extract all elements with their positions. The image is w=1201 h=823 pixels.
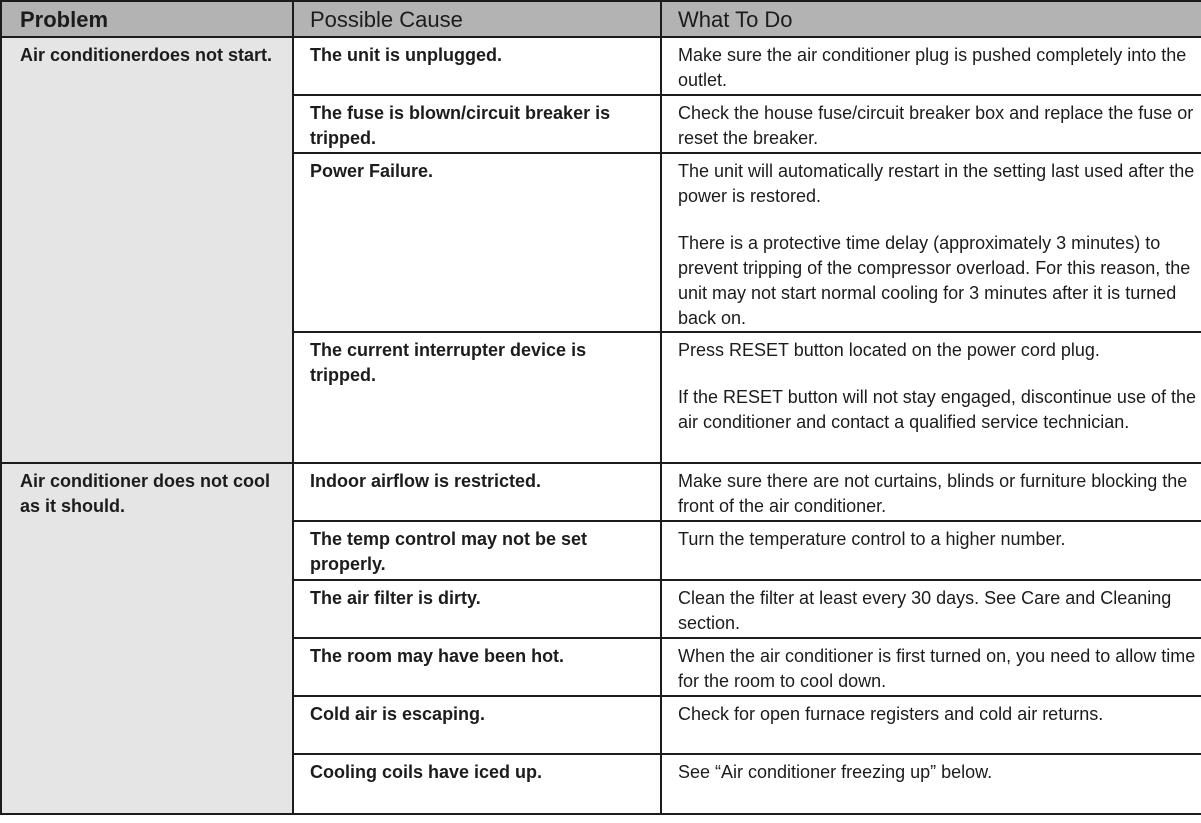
todo-paragraph: When the air conditioner is first turned on, you need to allow time for the room to cool down.	[678, 646, 1196, 691]
todo-cell	[661, 754, 1201, 814]
todo-paragraph: Clean the filter at least every 30 days. See Care and Cleaning section.	[678, 588, 1172, 633]
todo-cell	[661, 332, 1201, 463]
cause-cell: Cooling coils have iced up.	[293, 754, 661, 814]
todo-cell	[661, 37, 1201, 95]
todo-paragraph: There is a protective time delay (approximately 3 minutes) to prevent tripping of the compressor overload. For this reason, the unit may not start normal cooling for 3 minutes after it is turned back on.	[678, 233, 1191, 328]
todo-cell	[661, 521, 1201, 580]
todo-paragraph: Check the house fuse/circuit breaker box and replace the fuse or reset the breaker.	[678, 103, 1194, 148]
cause-cell: Power Failure.	[293, 153, 661, 332]
todo-cell	[661, 696, 1201, 754]
todo-paragraph: Make sure the air conditioner plug is pushed completely into the outlet.	[678, 45, 1187, 90]
todo-cell	[661, 153, 1201, 332]
header-what-to-do: What To Do	[661, 1, 1201, 37]
problem-cell: Air conditioner does not cool as it should.	[1, 463, 293, 814]
todo-cell	[661, 638, 1201, 696]
header-problem: Problem	[1, 1, 293, 37]
table-header-row	[1, 1, 1201, 37]
cause-cell: The current interrupter device is tripped.	[293, 332, 661, 463]
todo-paragraph: The unit will automatically restart in the setting last used after the power is restored.	[678, 161, 1195, 206]
todo-cell	[661, 463, 1201, 521]
problem-cell: Air conditionerdoes not start.	[1, 37, 293, 463]
todo-cell	[661, 95, 1201, 153]
table-row	[1, 37, 1201, 95]
todo-paragraph: If the RESET button will not stay engaged, discontinue use of the air conditioner and contact a qualified service technician.	[678, 387, 1196, 432]
cause-cell: Cold air is escaping.	[293, 696, 661, 754]
cause-cell: The unit is unplugged.	[293, 37, 661, 95]
cause-cell: Indoor airflow is restricted.	[293, 463, 661, 521]
table-row	[1, 463, 1201, 521]
header-possible-cause: Possible Cause	[293, 1, 661, 37]
todo-paragraph: Turn the temperature control to a higher number.	[678, 529, 1066, 549]
todo-paragraph: Check for open furnace registers and cold air returns.	[678, 704, 1104, 724]
cause-cell: The temp control may not be set properly.	[293, 521, 661, 580]
todo-paragraph: Press RESET button located on the power cord plug.	[678, 340, 1100, 360]
todo-paragraph: See “Air conditioner freezing up” below.	[678, 762, 993, 782]
cause-cell: The room may have been hot.	[293, 638, 661, 696]
todo-cell	[661, 580, 1201, 638]
cause-cell: The air filter is dirty.	[293, 580, 661, 638]
todo-paragraph: Make sure there are not curtains, blinds or furniture blocking the front of the air conditioner.	[678, 471, 1188, 516]
cause-cell: The fuse is blown/circuit breaker is tripped.	[293, 95, 661, 153]
